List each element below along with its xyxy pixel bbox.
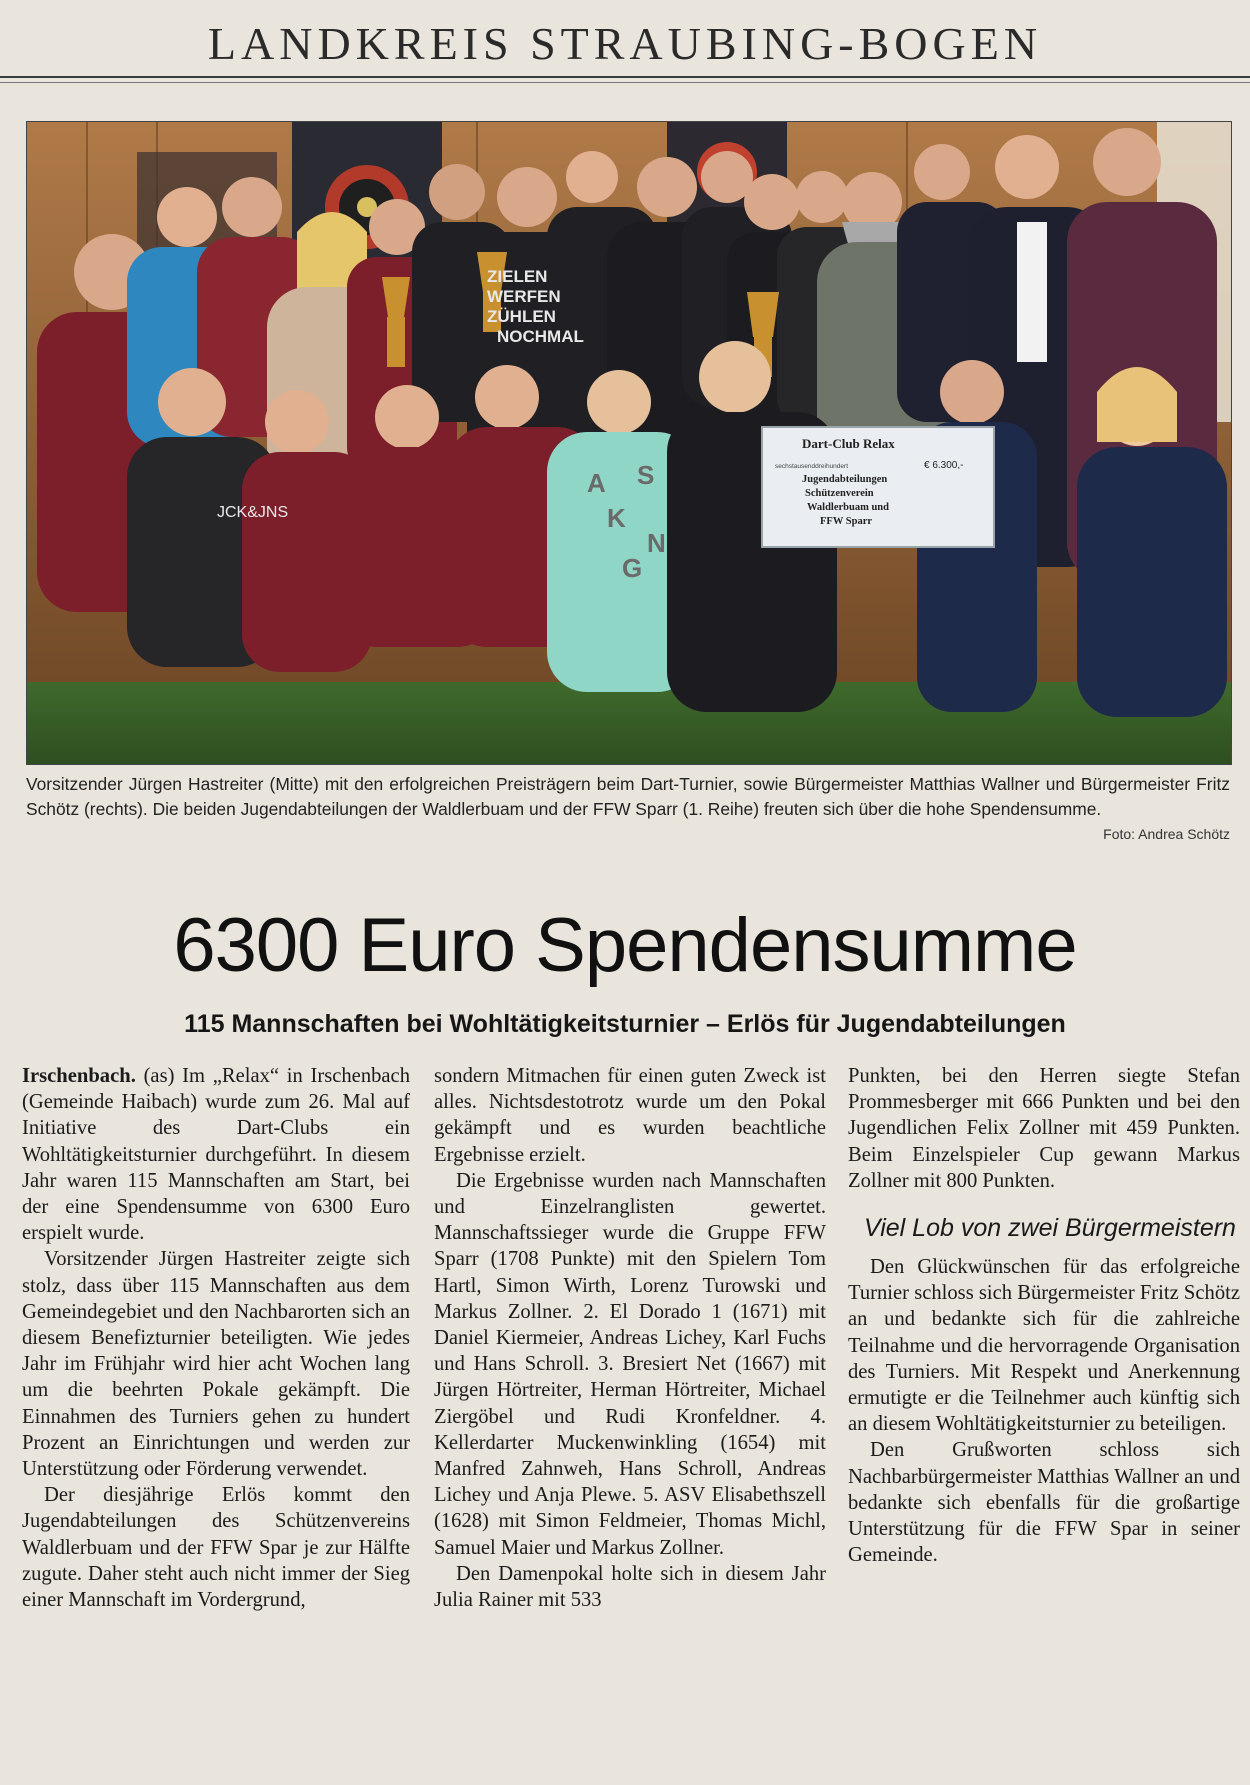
cheque-amount: € 6.300,- [924, 460, 964, 471]
cheque-header: Dart-Club Relax [802, 436, 895, 451]
cheque-line: Schützenverein [805, 488, 874, 499]
tshirt-letter: K [607, 503, 626, 533]
body-paragraph: Den Grußworten schloss sich Nachbarbürgermeister Matthias Wallner an und bedankte sich ebenfalls für die großartige Unterstützung für die FFW Spar in seiner Gemeinde. [848, 1439, 1240, 1567]
lead-text: (as) Im „Relax“ in Irschenbach (Gemeinde Haibach) wurde zum 26. Mal auf Initiative des Dart-Clubs ein Wohltätigkeitsturnier durchgeführt. In diesem Jahr waren 115 Mannschaften am Start, bei der eine Spendensumme von 6300 Euro erspielt wurde. [22, 1065, 410, 1245]
article-column-3 [848, 1063, 1240, 1778]
hoodie-print: JCK&JNS [217, 504, 289, 521]
tshirt-letter: S [637, 460, 655, 490]
article-headline: 6300 Euro Spendensumme [173, 903, 1077, 988]
article-column-1 [22, 1063, 410, 1778]
lead-paragraph [22, 1063, 410, 1246]
tshirt-letter: G [622, 553, 643, 583]
photo-caption: Vorsitzender Jürgen Hastreiter (Mitte) mit den erfolgreichen Preisträgern beim Dart-Turnier, sowie Bürgermeister Matthias Wallner und Bürgermeister Fritz Schötz (rechts). Die beiden Jugendabteilungen der Waldlerbuam und der FFW Sparr (1. Reihe) freuten sich über die hohe Spendensumme. [26, 774, 1230, 819]
body-paragraph: Die Ergebnisse wurden nach Mannschaften und Einzelranglisten gewertet. Mannschaftssieger wurde die Gruppe FFW Sparr (1708 Punkte) mit den Spielern Tom Hartl, Simon Wirth, Lorenz Turowski und Markus Zollner. 2. El Dorado 1 (1671) mit Daniel Kiermeier, Andreas Lichey, Karl Fuchs und Hans Schroll. 3. Bresiert Net (1667) mit Jürgen Hörtreiter, Herman Hörtreiter, Michael Ziergöbel und Rudi Kronfeldner. 4. Kellerdarter Muckenwinkling (1654) mit Manfred Zahnweh, Hans Schroll, Andreas Lichey und Anja Plewe. 5. ASV Elisabethszell (1628) mit Simon Feldmeier, Thomas Michl, Samuel Maier und Markus Zollner. [434, 1169, 826, 1559]
body-paragraph: Vorsitzender Jürgen Hastreiter zeigte sich stolz, dass über 115 Mannschaften aus dem Gemeindegebiet und den Nachbarorten sich an diesem Benefizturnier beteiligten. Wie jedes Jahr im Frühjahr wird hier acht Wochen lang um die beehrten Pokale gekämpft. Die Einnahmen des Turniers gehen zu hundert Prozent an Einrichtungen und werden zur Unterstützung oder Förderung verwendet. [22, 1248, 410, 1481]
body-paragraph: Punkten, bei den Herren siegte Stefan Prommesberger mit 666 Punkten und bei den Jugendlichen Felix Zollner mit 459 Punkten. Beim Einzelspieler Cup gewann Markus Zollner mit 800 Punkten. [848, 1065, 1240, 1192]
green-carpet [27, 682, 1231, 764]
body-paragraph: Den Damenpokal holte sich in diesem Jahr Julia Rainer mit 533 [434, 1562, 826, 1612]
body-paragraph: sondern Mitmachen für einen guten Zweck ist alles. Nichtsdestotrotz wurde um den Pokal gekämpft und es wurden beachtliche Ergebnisse erzielt. [434, 1065, 826, 1166]
photo-credit: Foto: Andrea Schötz [1103, 826, 1230, 842]
header-rule [0, 76, 1250, 78]
body-paragraph: Der diesjährige Erlös kommt den Jugendabteilungen des Schützenvereins Waldlerbuam und der FFW Spar je zur Hälfte zugute. Daher steht auch nicht immer der Sieg einer Mannschaft im Vordergrund, [22, 1484, 410, 1612]
article-subheadline: 115 Mannschaften bei Wohltätigkeitsturnier – Erlös für Jugendabteilungen [184, 1010, 1066, 1038]
black-shirt-line: NOCHMAL [497, 327, 584, 346]
black-shirt-line: ZÜHLEN [487, 307, 556, 326]
tshirt-letter: N [647, 528, 666, 558]
group-photo [26, 121, 1232, 765]
tshirt-letter: A [587, 468, 606, 498]
black-shirt-line: WERFEN [487, 287, 561, 306]
article-column-2 [434, 1063, 826, 1778]
donation-cheque [762, 427, 994, 547]
black-shirt-line: ZIELEN [487, 267, 548, 286]
interheading: Viel Lob von zwei Bürgermeistern [864, 1214, 1236, 1243]
dateline: Irschenbach. [22, 1065, 136, 1087]
section-title: LANDKREIS STRAUBING-BOGEN [207, 18, 1043, 69]
cheque-line: Waldlerbuam und [807, 502, 889, 513]
cheque-line: FFW Sparr [820, 516, 873, 527]
body-paragraph: Den Glückwünschen für das erfolgreiche Turnier schloss sich Bürgermeister Fritz Schötz an und bedankte sich für die zahlreiche Teilnahme und die hervorragende Organisation des Turniers. Mit Respekt und Anerkennung ermutigte er die Teilnehmer auch künftig sich an diesem Wohltätigkeitsturnier zu beteiligen. [848, 1256, 1240, 1436]
cheque-words: sechstausenddreihundert [775, 463, 848, 470]
cheque-line: Jugendabteilungen [802, 474, 888, 485]
header-rule-thin [0, 82, 1250, 83]
